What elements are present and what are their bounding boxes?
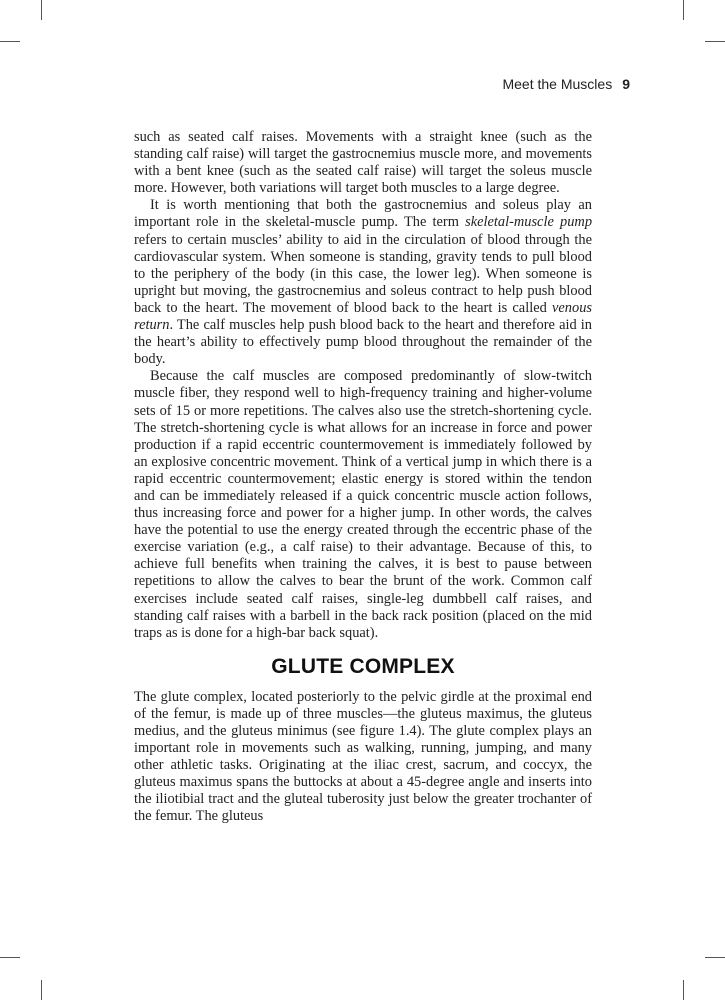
crop-mark-left-bottom [0, 957, 20, 958]
crop-mark-left-top [0, 41, 20, 42]
paragraph-glute-complex [134, 689, 592, 826]
crop-mark-right-top [705, 41, 725, 42]
crop-mark-top-right [683, 0, 684, 20]
crop-mark-bottom-left [41, 980, 42, 1000]
running-head [502, 76, 630, 92]
running-head-title: Meet the Muscles [502, 76, 613, 92]
body-text [134, 129, 592, 826]
paragraph-text: such as seated calf raises. Movements with a straight knee (such as the standing calf raise) will target the gastrocnemius muscle more, and movements with a bent knee (such as the seated calf raise) will target the soleus muscle more. However, both variations will target both muscles to a large degree. [134, 129, 592, 197]
paragraph-text: Because the calf muscles are composed predominantly of slow-twitch muscle fiber, they respond well to high-frequency training and higher-volume sets of 15 or more repetitions. The calves also use the stretch-shortening cycle. The stretch-shortening cycle is what allows for an increase in force and power production if a rapid eccentric countermovement is immediately followed by an explosive concentric movement. Think of a vertical jump in which there is a rapid eccentric countermovement; elastic energy is stored within the tendon and can be immediately released if a quick concentric muscle action follows, thus increasing force and power for a higher jump. In other words, the calves have the potential to use the energy created through the eccentric phase of the exercise variation (e.g., a calf raise) to their advantage. Because of this, to achieve full benefits when training the calves, it is best to pause between repetitions to allow the calves to bear the brunt of the work. Common calf exercises include seated calf raises, single-leg dumbbell calf raises, and standing calf raises with a barbell in the back rack position (placed on the mid traps as is done for a high-bar back squat). [134, 368, 592, 641]
paragraph-text: The glute complex, located posteriorly to the pelvic girdle at the proximal end of the femur, is made up of three muscles—the gluteus maximus, the gluteus medius, and the gluteus minimus (see figure 1.4). The glute complex plays an important role in movements such as walking, running, jumping, and many other athletic tasks. Originating at the iliac crest, sacrum, and coccyx, the gluteus maximus spans the buttocks at about a 45-degree angle and inserts into the iliotibial tract and the gluteal tuberosity just below the greater trochanter of the femur. The gluteus [134, 688, 592, 825]
crop-mark-top-left [41, 0, 42, 20]
paragraph-text: refers to certain muscles’ ability to aid in the circulation of blood through the cardiovascular system. When someone is standing, gravity tends to pull blood to the periphery of the body (in this case, the lower leg). When someone is upright but moving, the gastrocnemius and soleus contract to help push blood back to the heart. The movement of blood back to the heart is called [134, 231, 592, 316]
section-heading: GLUTE COMPLEX [271, 654, 455, 678]
page-number: 9 [622, 76, 630, 92]
paragraph-text: It is worth mentioning that both the gastrocnemius and soleus play an important role in the skeletal-muscle pump. The term [134, 197, 592, 231]
paragraph-calf-targeting [134, 129, 592, 197]
paragraph-calf-training [134, 368, 592, 642]
crop-mark-right-bottom [705, 957, 725, 958]
paragraph-text: . The calf muscles help push blood back to the heart and therefore aid in the heart’s ability to effectively pump blood throughout the remainder of the body. [134, 317, 592, 368]
paragraph-skeletal-muscle-pump [134, 197, 592, 368]
crop-mark-bottom-right [683, 980, 684, 1000]
term-skeletal-muscle-pump: skeletal-muscle pump [465, 214, 593, 231]
term-venous-return: venous return [134, 299, 592, 334]
